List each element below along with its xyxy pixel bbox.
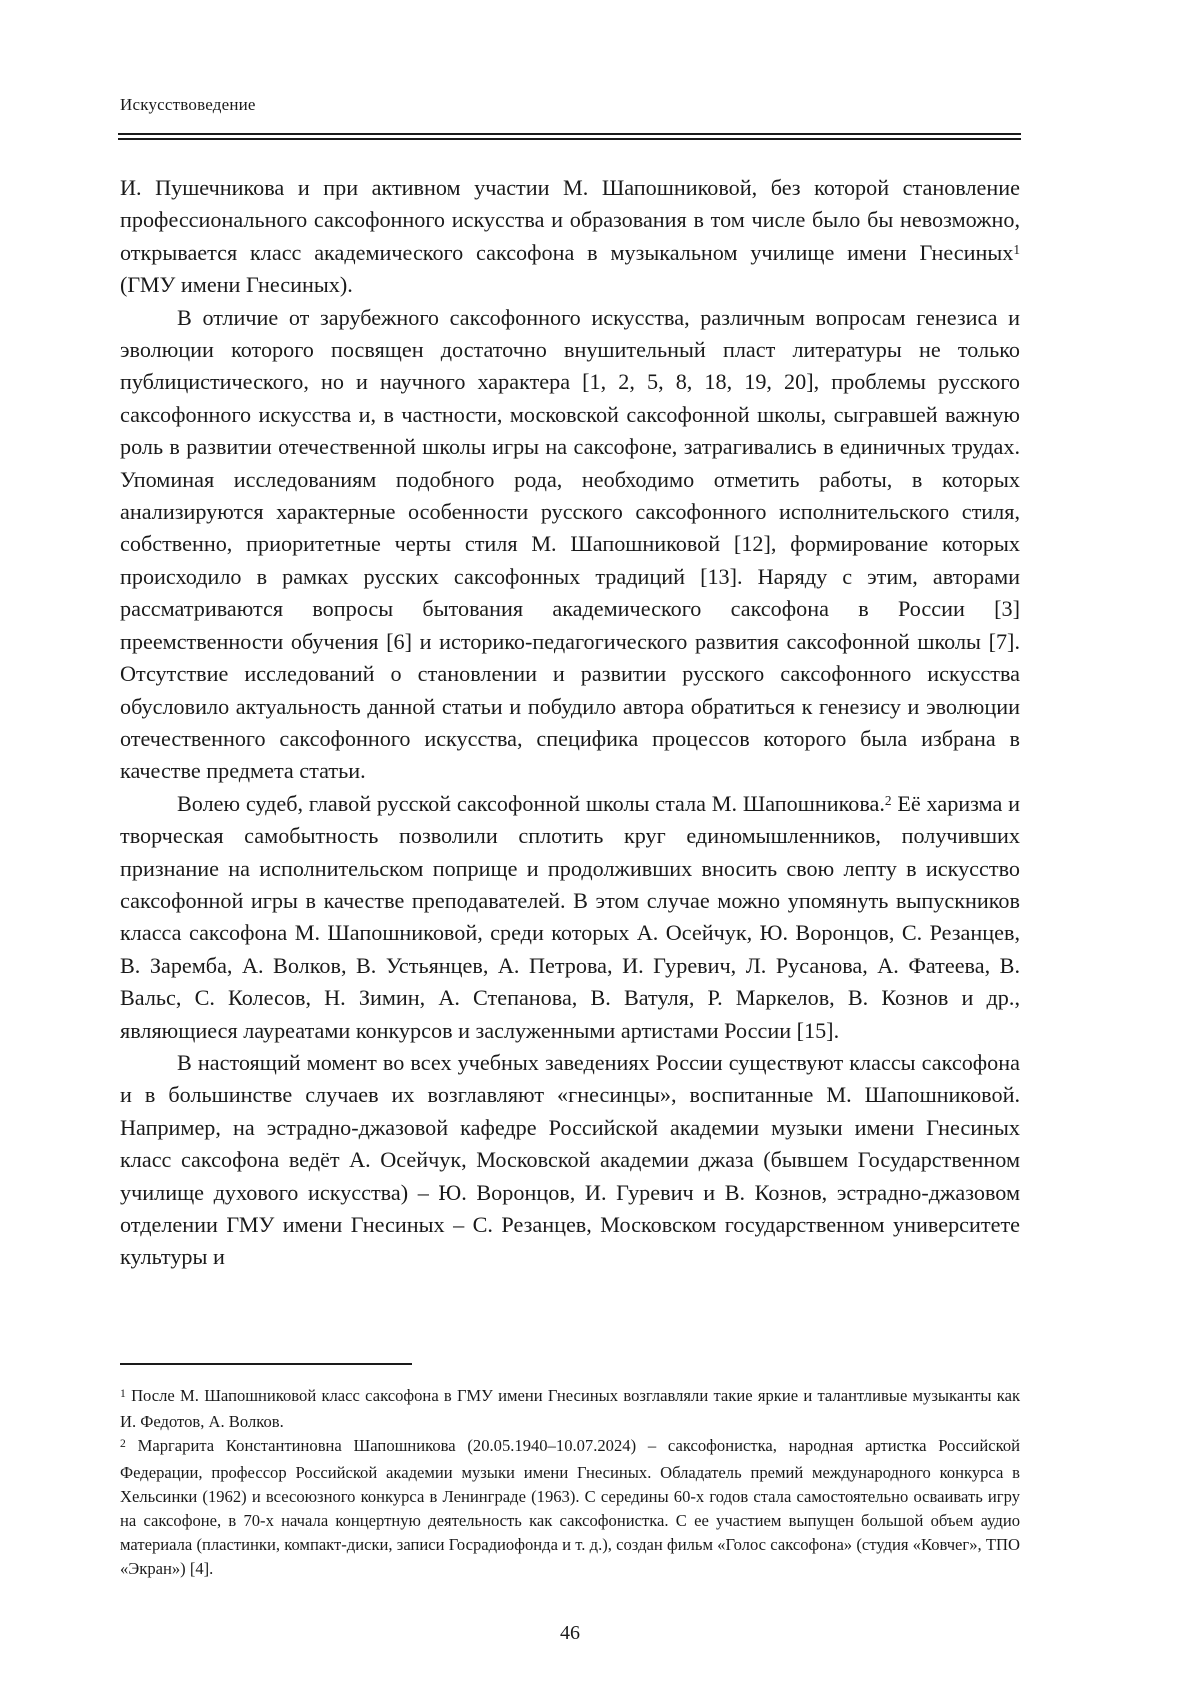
paragraph-1-text: И. Пушечникова и при активном участии М. Шапошниковой, без которой становление профессионального саксофонного искусства и образования в том числе было бы невозможно, открывается класс академического саксофона в музыкальном училище имени Гнесиных [120, 175, 1020, 265]
paragraph-3-tail: Её харизма и творческая самобытность позволили сплотить круг единомышленников, получивших признание на исполнительском поприще и продолживших вносить свою лепту в искусство саксофонной игры в качестве преподавателей. В этом случае можно упомянуть выпускников класса саксофона М. Шапошниковой, среди которых А. Осейчук, Ю. Воронцов, С. Резанцев, В. Заремба, А. Волков, В. Устьянцев, А. Петрова, И. Гуревич, Л. Русанова, А. Фатеева, В. Вальс, С. Колесов, Н. Зимин, А. Степанова, В. Ватуля, Р. Маркелов, В. Кознов и др., являющиеся лауреатами конкурсов и заслуженными артистами России [15]. [120, 790, 1020, 1043]
footnote-1-text: После М. Шапошниковой класс саксофона в ГМУ имени Гнесиных возглавляли такие яркие и талантливые музыканты как И. Федотов, А. Волков. [120, 1386, 1021, 1432]
header-rule-bottom [118, 138, 1021, 140]
footnotes [120, 1384, 1020, 1582]
footnote-separator [120, 1363, 412, 1365]
footnote-1-mark: 1 [120, 1386, 126, 1400]
paragraph-1-tail: (ГМУ имени Гнесиных). [120, 272, 353, 298]
paragraph-2: В отличие от зарубежного саксофонного искусства, различным вопросам генезиса и эволюции которого посвящен достаточно внушительный пласт литературы не только публицистического, но и научного характера [1, 2, 5, 8, 18, 19, 20], проблемы русского саксофонного искусства и, в частности, московской саксофонной школы, сыгравшей важную роль в развитии отечественной школы игры на саксофоне, затрагивались в единичных трудах. Упоминая исследованиям подобного рода, необходимо отметить работы, в которых анализируются характерные особенности русского саксофонного исполнительского стиля, собственно, приоритетные черты стиля М. Шапошниковой [12], формирование которых происходило в рамках русских саксофонных традиций [13]. Наряду с этим, авторами рассматриваются вопросы бытования академического саксофона в России [3] преемственности обучения [6] и историко-педагогического развития саксофонной школы [7]. Отсутствие исследований о становлении и развитии русского саксофонного искусства обусловило актуальность данной статьи и побудило автора обратиться к генезису и эволюции отечественного саксофонного искусства, специфика процессов которого была избрана в качестве предмета статьи. [120, 304, 1020, 784]
page-number: 46 [560, 1622, 580, 1644]
footnote-2-mark: 2 [120, 1437, 126, 1451]
footnote-1 [120, 1384, 1020, 1434]
footnote-ref-2[interactable]: 2 [884, 792, 892, 808]
footnote-ref-1[interactable]: 1 [1013, 241, 1020, 257]
paragraph-3-text: Волею судеб, главой русской саксофонной школы стала М. Шапошникова. [177, 790, 885, 816]
header-rule-top [118, 133, 1021, 135]
paragraph-4: В настоящий момент во всех учебных заведениях России существуют классы саксофона и в большинстве случаев их возглавляют «гнесинцы», воспитанные М. Шапошниковой. Например, на эстрадно-джазовой кафедре Российской академии музыки имени Гнесиных класс саксофона ведёт А. Осейчук, Московской академии джаза (бывшем Государственном училище духового искусства) – Ю. Воронцов, И. Гуревич и В. Кознов, эстрадно-джазовом отделении ГМУ имени Гнесиных – С. Резанцев, Московском государственном университете культуры и [120, 1049, 1020, 1270]
paragraph-1 [120, 172, 1020, 302]
footnote-2 [120, 1434, 1020, 1581]
paragraph-3 [120, 788, 1020, 1047]
main-text [120, 172, 1020, 1274]
footnote-2-text: Маргарита Константиновна Шапошникова (20.05.1940–10.07.2024) – саксофонистка, народная артистка Российской Федерации, профессор Российской академии музыки имени Гнесиных. Обладатель премий международного конкурса в Хельсинки (1962) и всесоюзного конкурса в Ленинграде (1963). С середины 60-х годов стала самостоятельно осваивать игру на саксофоне, в 70-х начала концертную деятельность как саксофонистка. С ее участием выпущен большой объем аудио материала (пластинки, компакт-диски, записи Госрадиофонда и т. д.), создан фильм «Голос саксофона» (студия «Ковчег», ТПО «Экран») [4]. [120, 1436, 1020, 1579]
running-head-title: Искусствоведение [120, 95, 256, 114]
